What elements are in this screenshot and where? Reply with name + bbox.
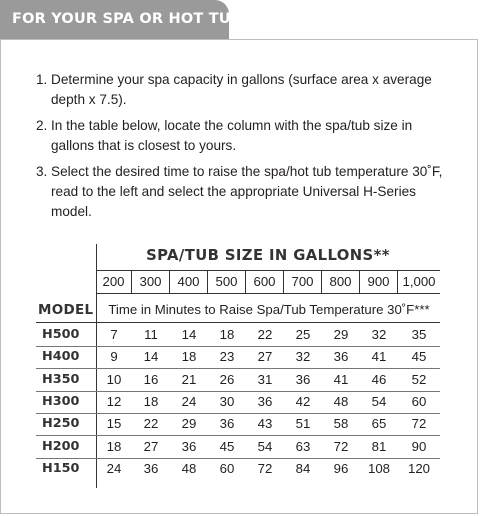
size-header-cell: 700 bbox=[284, 271, 322, 293]
time-cell: 18 bbox=[181, 349, 197, 365]
time-cell: 96 bbox=[333, 460, 349, 476]
time-cell: 16 bbox=[143, 371, 159, 387]
time-cell: 46 bbox=[371, 371, 387, 387]
time-cell: 36 bbox=[181, 438, 197, 454]
time-cell: 52 bbox=[411, 371, 427, 387]
time-cell: 41 bbox=[371, 349, 387, 365]
step-text: Determine your spa capacity in gallons (surface area x average depth x 7.5). bbox=[51, 72, 432, 107]
size-header-cell: 900 bbox=[360, 271, 398, 293]
time-cell: 90 bbox=[411, 438, 427, 454]
table-row bbox=[36, 391, 440, 414]
time-cell: 51 bbox=[295, 416, 311, 432]
instruction-list bbox=[36, 70, 456, 228]
time-cell: 54 bbox=[257, 438, 273, 454]
time-cell: 27 bbox=[143, 438, 159, 454]
time-cell: 60 bbox=[411, 393, 427, 409]
time-cell: 48 bbox=[181, 460, 197, 476]
time-cell: 120 bbox=[407, 460, 430, 476]
time-cell: 14 bbox=[181, 327, 197, 342]
time-cell: 36 bbox=[143, 460, 159, 476]
model-cell: H300 bbox=[42, 393, 80, 409]
size-header-cell: 600 bbox=[246, 271, 284, 293]
table-row bbox=[36, 458, 440, 481]
time-cell: 45 bbox=[219, 438, 235, 454]
time-cell: 31 bbox=[257, 371, 273, 387]
size-header-cell: 300 bbox=[132, 271, 170, 293]
time-cell: 72 bbox=[257, 460, 273, 476]
size-header-cell: 200 bbox=[96, 271, 132, 293]
time-cell: 54 bbox=[371, 393, 387, 409]
size-header-cell: 1,000 bbox=[402, 274, 436, 289]
time-cell: 29 bbox=[333, 327, 349, 342]
time-cell: 60 bbox=[219, 460, 235, 476]
time-cell: 108 bbox=[367, 460, 390, 476]
time-cell: 18 bbox=[219, 327, 235, 342]
size-header-cell: 800 bbox=[322, 271, 360, 293]
time-cell: 11 bbox=[144, 327, 158, 342]
time-cell: 24 bbox=[106, 460, 122, 476]
size-header-cell: 400 bbox=[170, 271, 208, 293]
time-cell: 45 bbox=[411, 349, 427, 365]
time-cell: 41 bbox=[333, 371, 349, 387]
time-cell: 65 bbox=[371, 416, 387, 432]
time-cell: 18 bbox=[106, 438, 122, 454]
time-cell: 27 bbox=[257, 349, 273, 365]
time-cell: 35 bbox=[411, 327, 427, 342]
model-cell: H400 bbox=[42, 349, 80, 365]
section-tab-title: FOR YOUR SPA OR HOT TUB bbox=[0, 0, 229, 39]
time-cell: 9 bbox=[110, 349, 118, 365]
step-number: 3. bbox=[36, 164, 48, 179]
time-cell: 21 bbox=[181, 371, 197, 387]
table-rule bbox=[36, 322, 440, 323]
time-cell: 14 bbox=[143, 349, 159, 365]
time-cell: 25 bbox=[295, 327, 311, 342]
step-text: In the table below, locate the column with the spa/tub size in gallons that is closest to yours. bbox=[51, 118, 413, 153]
time-cell: 18 bbox=[143, 393, 159, 409]
size-header-cell: 500 bbox=[208, 271, 246, 293]
time-cell: 15 bbox=[106, 416, 122, 432]
model-cell: H350 bbox=[42, 371, 80, 387]
size-header-row bbox=[96, 270, 440, 294]
time-cell: 36 bbox=[219, 416, 235, 432]
table-row bbox=[36, 324, 440, 347]
model-cell: H200 bbox=[42, 438, 80, 454]
time-cell: 26 bbox=[219, 371, 235, 387]
time-cell: 32 bbox=[371, 327, 387, 342]
table-header: SPA/TUB SIZE IN GALLONS** bbox=[146, 247, 390, 264]
time-cell: 22 bbox=[143, 416, 159, 432]
time-cell: 30 bbox=[219, 393, 235, 409]
time-cell: 36 bbox=[257, 393, 273, 409]
time-cell: 81 bbox=[371, 438, 387, 454]
time-cell: 22 bbox=[257, 327, 273, 342]
time-cell: 32 bbox=[295, 349, 311, 365]
instruction-step bbox=[36, 162, 456, 222]
table-row bbox=[36, 346, 440, 369]
step-number: 1. bbox=[36, 72, 48, 87]
instruction-step bbox=[36, 70, 456, 110]
model-column-label: MODEL bbox=[38, 302, 94, 318]
time-cell: 23 bbox=[219, 349, 235, 365]
model-cell: H150 bbox=[42, 460, 80, 476]
instruction-step bbox=[36, 116, 456, 156]
step-number: 2. bbox=[36, 118, 48, 133]
time-cell: 10 bbox=[106, 371, 122, 387]
model-cell: H250 bbox=[42, 416, 80, 432]
spa-sizing-table bbox=[36, 244, 440, 488]
table-row bbox=[36, 436, 440, 459]
time-cell: 36 bbox=[295, 371, 311, 387]
time-cell: 63 bbox=[295, 438, 311, 454]
time-cell: 12 bbox=[106, 393, 122, 409]
time-cell: 58 bbox=[333, 416, 349, 432]
table-row bbox=[36, 369, 440, 392]
time-cell: 84 bbox=[295, 460, 311, 476]
time-cell: 43 bbox=[257, 416, 273, 432]
time-cell: 48 bbox=[333, 393, 349, 409]
step-text: Select the desired time to raise the spa/hot tub temperature 30˚F, read to the left and select the appropriate Universal H-Series model. bbox=[51, 164, 443, 219]
time-cell: 72 bbox=[411, 416, 427, 432]
time-cell: 24 bbox=[181, 393, 197, 409]
table-row bbox=[36, 413, 440, 436]
time-cell: 7 bbox=[110, 327, 118, 342]
time-cell: 29 bbox=[181, 416, 197, 432]
time-sub-header: Time in Minutes to Raise Spa/Tub Temperature 30˚F*** bbox=[108, 302, 430, 317]
time-cell: 36 bbox=[333, 349, 349, 365]
time-cell: 42 bbox=[295, 393, 311, 409]
time-cell: 72 bbox=[333, 438, 349, 454]
model-cell: H500 bbox=[42, 327, 80, 342]
